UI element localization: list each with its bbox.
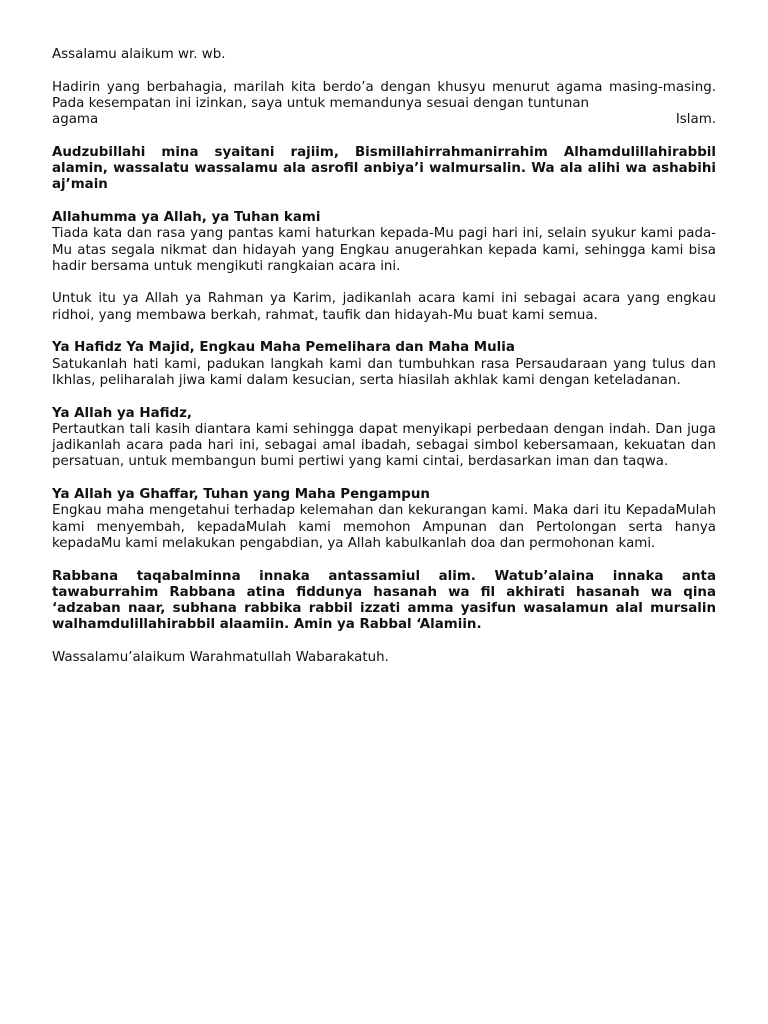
- intro-paragraph: [52, 80, 716, 129]
- section-body: Untuk itu ya Allah ya Rahman ya Karim, jadikanlah acara kami ini sebagai acara yang engkau ridhoi, yang membawa berkah, rahmat, taufik dan hidayah-Mu buat kami semua.: [52, 291, 716, 323]
- section-body: Satukanlah hati kami, padukan langkah kami dan tumbuhkan rasa Persaudaraan yang tulus dan Ikhlas, peliharalah jiwa kami dalam kesucian, serta hiasilah akhlak kami dengan keteladanan.: [52, 356, 716, 388]
- section-body: Pertautkan tali kasih diantara kami sehingga dapat menyikapi perbedaan dengan indah. Dan juga jadikanlah acara pada hari ini, sebagai amal ibadah, sebagai simbol kebersamaan, kekuatan dan persatuan, untuk membangun bumi pertiwi yang kami cintai, berdasarkan iman dan taqwa.: [52, 421, 716, 470]
- section-heading: Ya Hafidz Ya Majid, Engkau Maha Pemelihara dan Maha Mulia: [52, 340, 515, 356]
- section-heading: Ya Allah ya Hafidz,: [52, 405, 192, 421]
- paragraph-gap: [52, 128, 716, 144]
- document-page: [52, 47, 716, 666]
- opening-prayer: Audzubillahi mina syaitani rajiim, Bismillahirrahmanirrahim Alhamdulillahirabbil alamin, wassalatu wassalamu ala asrofil anbiya’i walmursalin. Wa ala alihi wa ashabihi aj’main: [52, 144, 716, 193]
- paragraph-gap: [52, 552, 716, 568]
- intro-last-line: agama Islam.: [52, 112, 716, 128]
- section-untuk-itu: [52, 291, 716, 324]
- paragraph-gap: [52, 471, 716, 487]
- section-ya-hafidz-ya-majid: [52, 340, 716, 389]
- intro-text: Hadirin yang berbahagia, marilah kita berdo’a dengan khusyu menurut agama masing-masing. Pada kesempatan ini izinkan, saya untuk memandunya sesuai dengan tuntunan: [52, 79, 716, 111]
- section-body: Tiada kata dan rasa yang pantas kami haturkan kepada-Mu pagi hari ini, selain syukur kami pada-Mu atas segala nikmat dan hidayah yang Engkau anugerahkan kepada kami, sehingga kami bisa hadir bersama untuk mengikuti rangkaian acara ini.: [52, 226, 716, 274]
- closing-prayer: Rabbana taqabalminna innaka antassamiul alim. Watub’alaina innaka anta tawaburrahim Rabbana atina fiddunya hasanah wa fil akhirati hasanah wa qina ‘adzaban naar, subhana rabbika rabbil izzati amma yasifun wasalamun alal mursalin walhamdulillahirabbil alaamiin. Amin ya Rabbal ‘Alamiin.: [52, 568, 716, 633]
- section-ya-allah-ya-ghaffar: [52, 487, 716, 552]
- section-heading: Allahumma ya Allah, ya Tuhan kami: [52, 209, 321, 225]
- paragraph-gap: [52, 324, 716, 340]
- paragraph-gap: [52, 194, 716, 210]
- paragraph-gap: [52, 634, 716, 650]
- section-allahumma: [52, 210, 716, 275]
- opening-greeting: Assalamu alaikum wr. wb.: [52, 47, 226, 62]
- section-body: Engkau maha mengetahui terhadap kelemahan dan kekurangan kami. Maka dari itu KepadaMulah kami menyembah, kepadaMulah kami memohon Ampunan dan Pertolongan serta hanya kepadaMu kami melakukan pengabdian, ya Allah kabulkanlah doa dan permohonan kami.: [52, 503, 716, 551]
- paragraph-gap: [52, 389, 716, 405]
- paragraph-gap: [52, 275, 716, 291]
- closing-greeting: Wassalamu’alaikum Warahmatullah Wabarakatuh.: [52, 649, 389, 665]
- section-heading: Ya Allah ya Ghaffar, Tuhan yang Maha Pengampun: [52, 487, 430, 503]
- paragraph-gap: [52, 63, 716, 79]
- section-ya-allah-ya-hafidz: [52, 406, 716, 471]
